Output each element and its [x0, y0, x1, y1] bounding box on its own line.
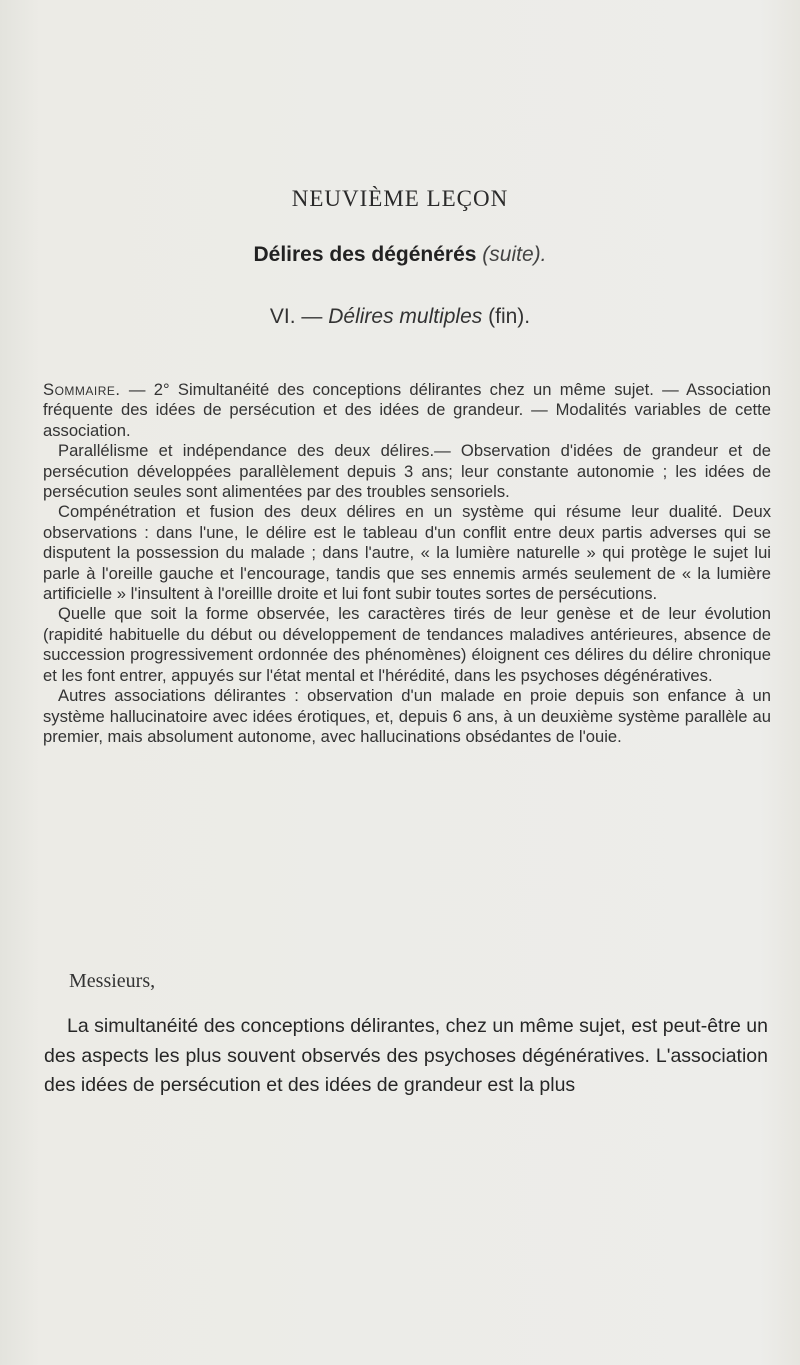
sommaire-paragraph	[43, 380, 771, 441]
sommaire-summary	[43, 380, 771, 747]
body-paragraph: La simultanéité des conceptions délirantes, chez un même sujet, est peut-être un des aspects les plus souvent observés des psychoses dégénératives. L'association des idées de persécution et des idées de grandeur est la plus	[44, 1015, 768, 1096]
section-title	[0, 243, 800, 267]
sommaire-label: Sommaire.	[43, 380, 121, 399]
sommaire-paragraph: Compénétration et fusion des deux délires en un système qui résume leur dualité. Deux observations : dans l'une, le délire est le tableau d'un conflit entre deux partis adverses qui se disputent la possession du malade ; dans l'autre, « la lumière naturelle » qui protège le sujet lui parle à l'oreille gauche et l'encourage, tandis que ses ennemis armés seulement de « la lumière artificielle » l'insultent à l'oreillle droite et lui font subir toutes sortes de persécutions.	[43, 502, 771, 604]
sommaire-paragraph: Autres associations délirantes : observation d'un malade en proie depuis son enfance à un système hallucinatoire avec idées érotiques, et, depuis 6 ans, à un deuxième système parallèle au premier, mais absolument autonome, avec hallucinations obsédantes de l'ouie.	[43, 686, 771, 746]
subsection-suffix: (fin).	[482, 305, 531, 328]
body-text	[44, 1012, 768, 1101]
sommaire-text-1: — 2° Simultanéité des conceptions délirantes chez un même sujet. — Association fréquente des idées de persécution et des idées de grandeur. — Modalités variables de cette association.	[43, 380, 771, 440]
subsection-title	[0, 305, 800, 329]
subsection-prefix: VI. —	[269, 305, 329, 328]
sommaire-paragraph: Quelle que soit la forme observée, les caractères tirés de leur genèse et de leur évolution (rapidité habituelle du début ou développement de tendances maladives antérieures, absence de succession progressivement ordonnée des phénomènes) éloignent ces délires du délire chronique et les font entrer, appuyés sur l'état mental et l'hérédité, dans les psychoses dégénératives.	[43, 604, 771, 685]
sommaire-paragraph: Parallélisme et indépendance des deux délires.— Observation d'idées de grandeur et de persécution développées parallèlement depuis 3 ans; leur constante autonomie ; les idées de persécution seules sont alimentées par des troubles sensoriels.	[43, 441, 771, 502]
lecon-title: NEUVIÈME LEÇON	[291, 186, 509, 211]
section-title-main: Délires des dégénérés	[253, 243, 477, 266]
salutation: Messieurs,	[69, 970, 156, 992]
subsection-italic: Délires multiples	[328, 305, 483, 328]
section-title-suite: (suite).	[482, 243, 547, 266]
